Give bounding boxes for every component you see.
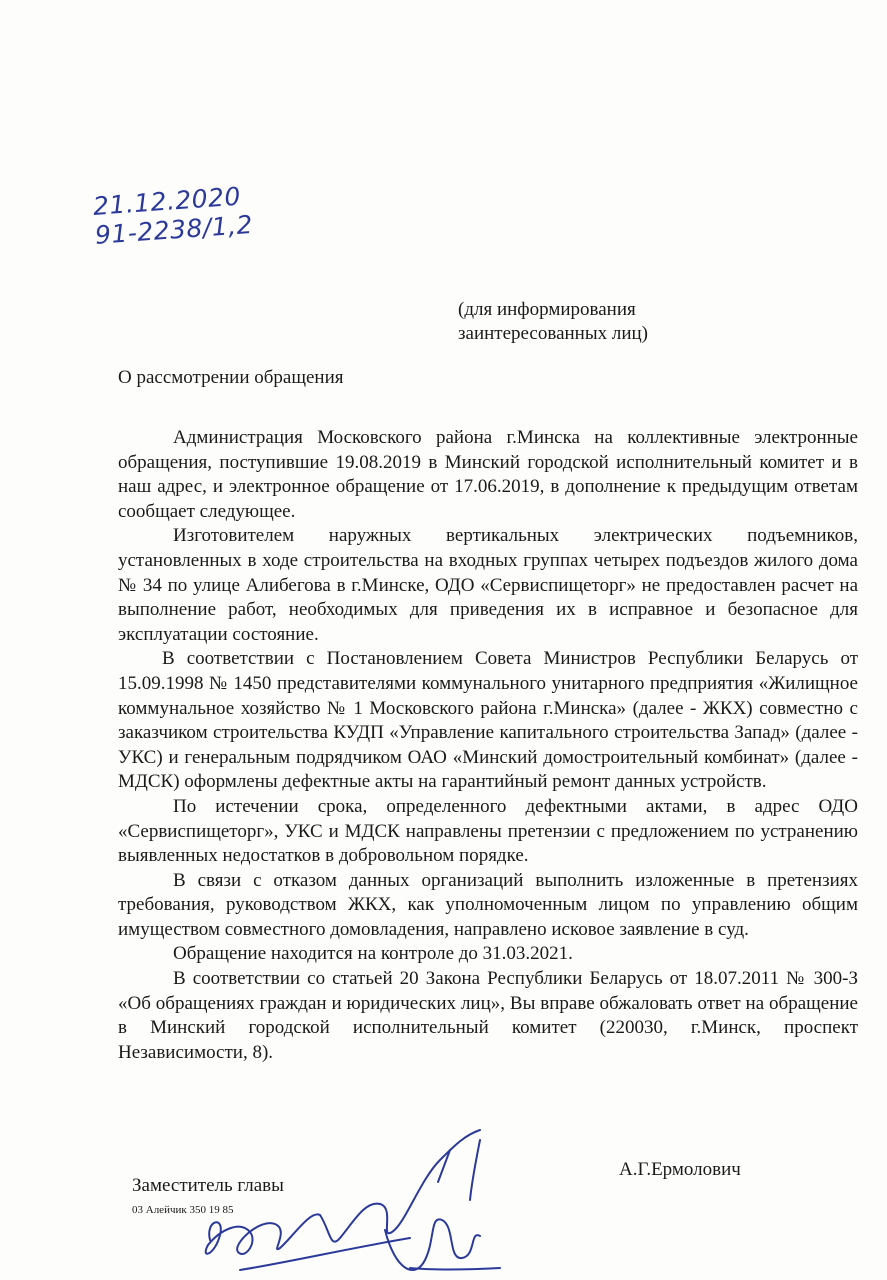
letter-subject: О рассмотрении обращения [118,367,344,388]
body-paragraph: В соответствии с Постановлением Совета Министров Республики Беларусь от 15.09.1998 № 1450 представителями коммунального унитарного предприятия «Жилищное коммунальное хозяйство № 1 Московского района г.Минска» (далее - ЖКХ) совместно с заказчиком строительства КУДП «Управление капитального строительства Запад» (далее - УКС) и генеральным подрядчиком ОАО «Минский домостроительный комбинат» (далее - МДСК) оформлены дефектные акты на гарантийный ремонт данных устройств. [118,648,858,793]
signer-title: Заместитель главы [132,1175,284,1196]
letter-body [118,426,858,1065]
stamp-reg-number: 91-2238/1,2 [94,209,254,250]
body-paragraph: Обращение находится на контроле до 31.03.2021. [173,943,573,965]
handwritten-signature [180,1120,520,1280]
addressee-line-2: заинтересованных лиц) [458,323,648,344]
addressee-line-1: (для информирования [458,299,636,320]
addressee-block [458,298,648,346]
body-paragraph: Администрация Московского района г.Минска на коллективные электронные обращения, поступившие 19.08.2019 в Минский городской исполнительный комитет и в наш адрес, и электронное обращение от 17.06.2019, в дополнение к предыдущим ответам сообщает следующее. [118,427,858,522]
signer-name: А.Г.Ермолович [619,1159,741,1180]
body-paragraph: По истечении срока, определенного дефектными актами, в адрес ОДО «Сервиспищеторг», УКС и МДСК направлены претензии с предложением по устранению выявленных недостатков в добровольном порядке. [118,795,858,867]
stamp-date: 21.12.2020 [92,181,242,221]
body-paragraph: В связи с отказом данных организаций выполнить изложенные в претензиях требования, руководством ЖКХ, как уполномоченным лицом по управлению общим имуществом совместного домовладения, направлено исковое заявление в суд. [118,869,858,940]
body-paragraph: В соответствии со статьей 20 Закона Республики Беларусь от 18.07.2011 № 300-З «Об обращениях граждан и юридических лиц», Вы вправе обжаловать ответ на обращение в Минский городской исполнительный комитет (220030, г.Минск, проспект Независимости, 8). [118,968,858,1063]
executor-note: 03 Алейчик 350 19 85 [132,1204,234,1216]
body-paragraph: Изготовителем наружных вертикальных электрических подъемников, установленных в ходе строительства на входных группах четырех подъездов жилого дома № 34 по улице Алибегова в г.Минске, ОДО «Сервиспищеторг» не предоставлен расчет на выполнение работ, необходимых для приведения их в исправное и безопасное для эксплуатации состояние. [118,525,858,645]
registration-stamp [92,181,254,250]
